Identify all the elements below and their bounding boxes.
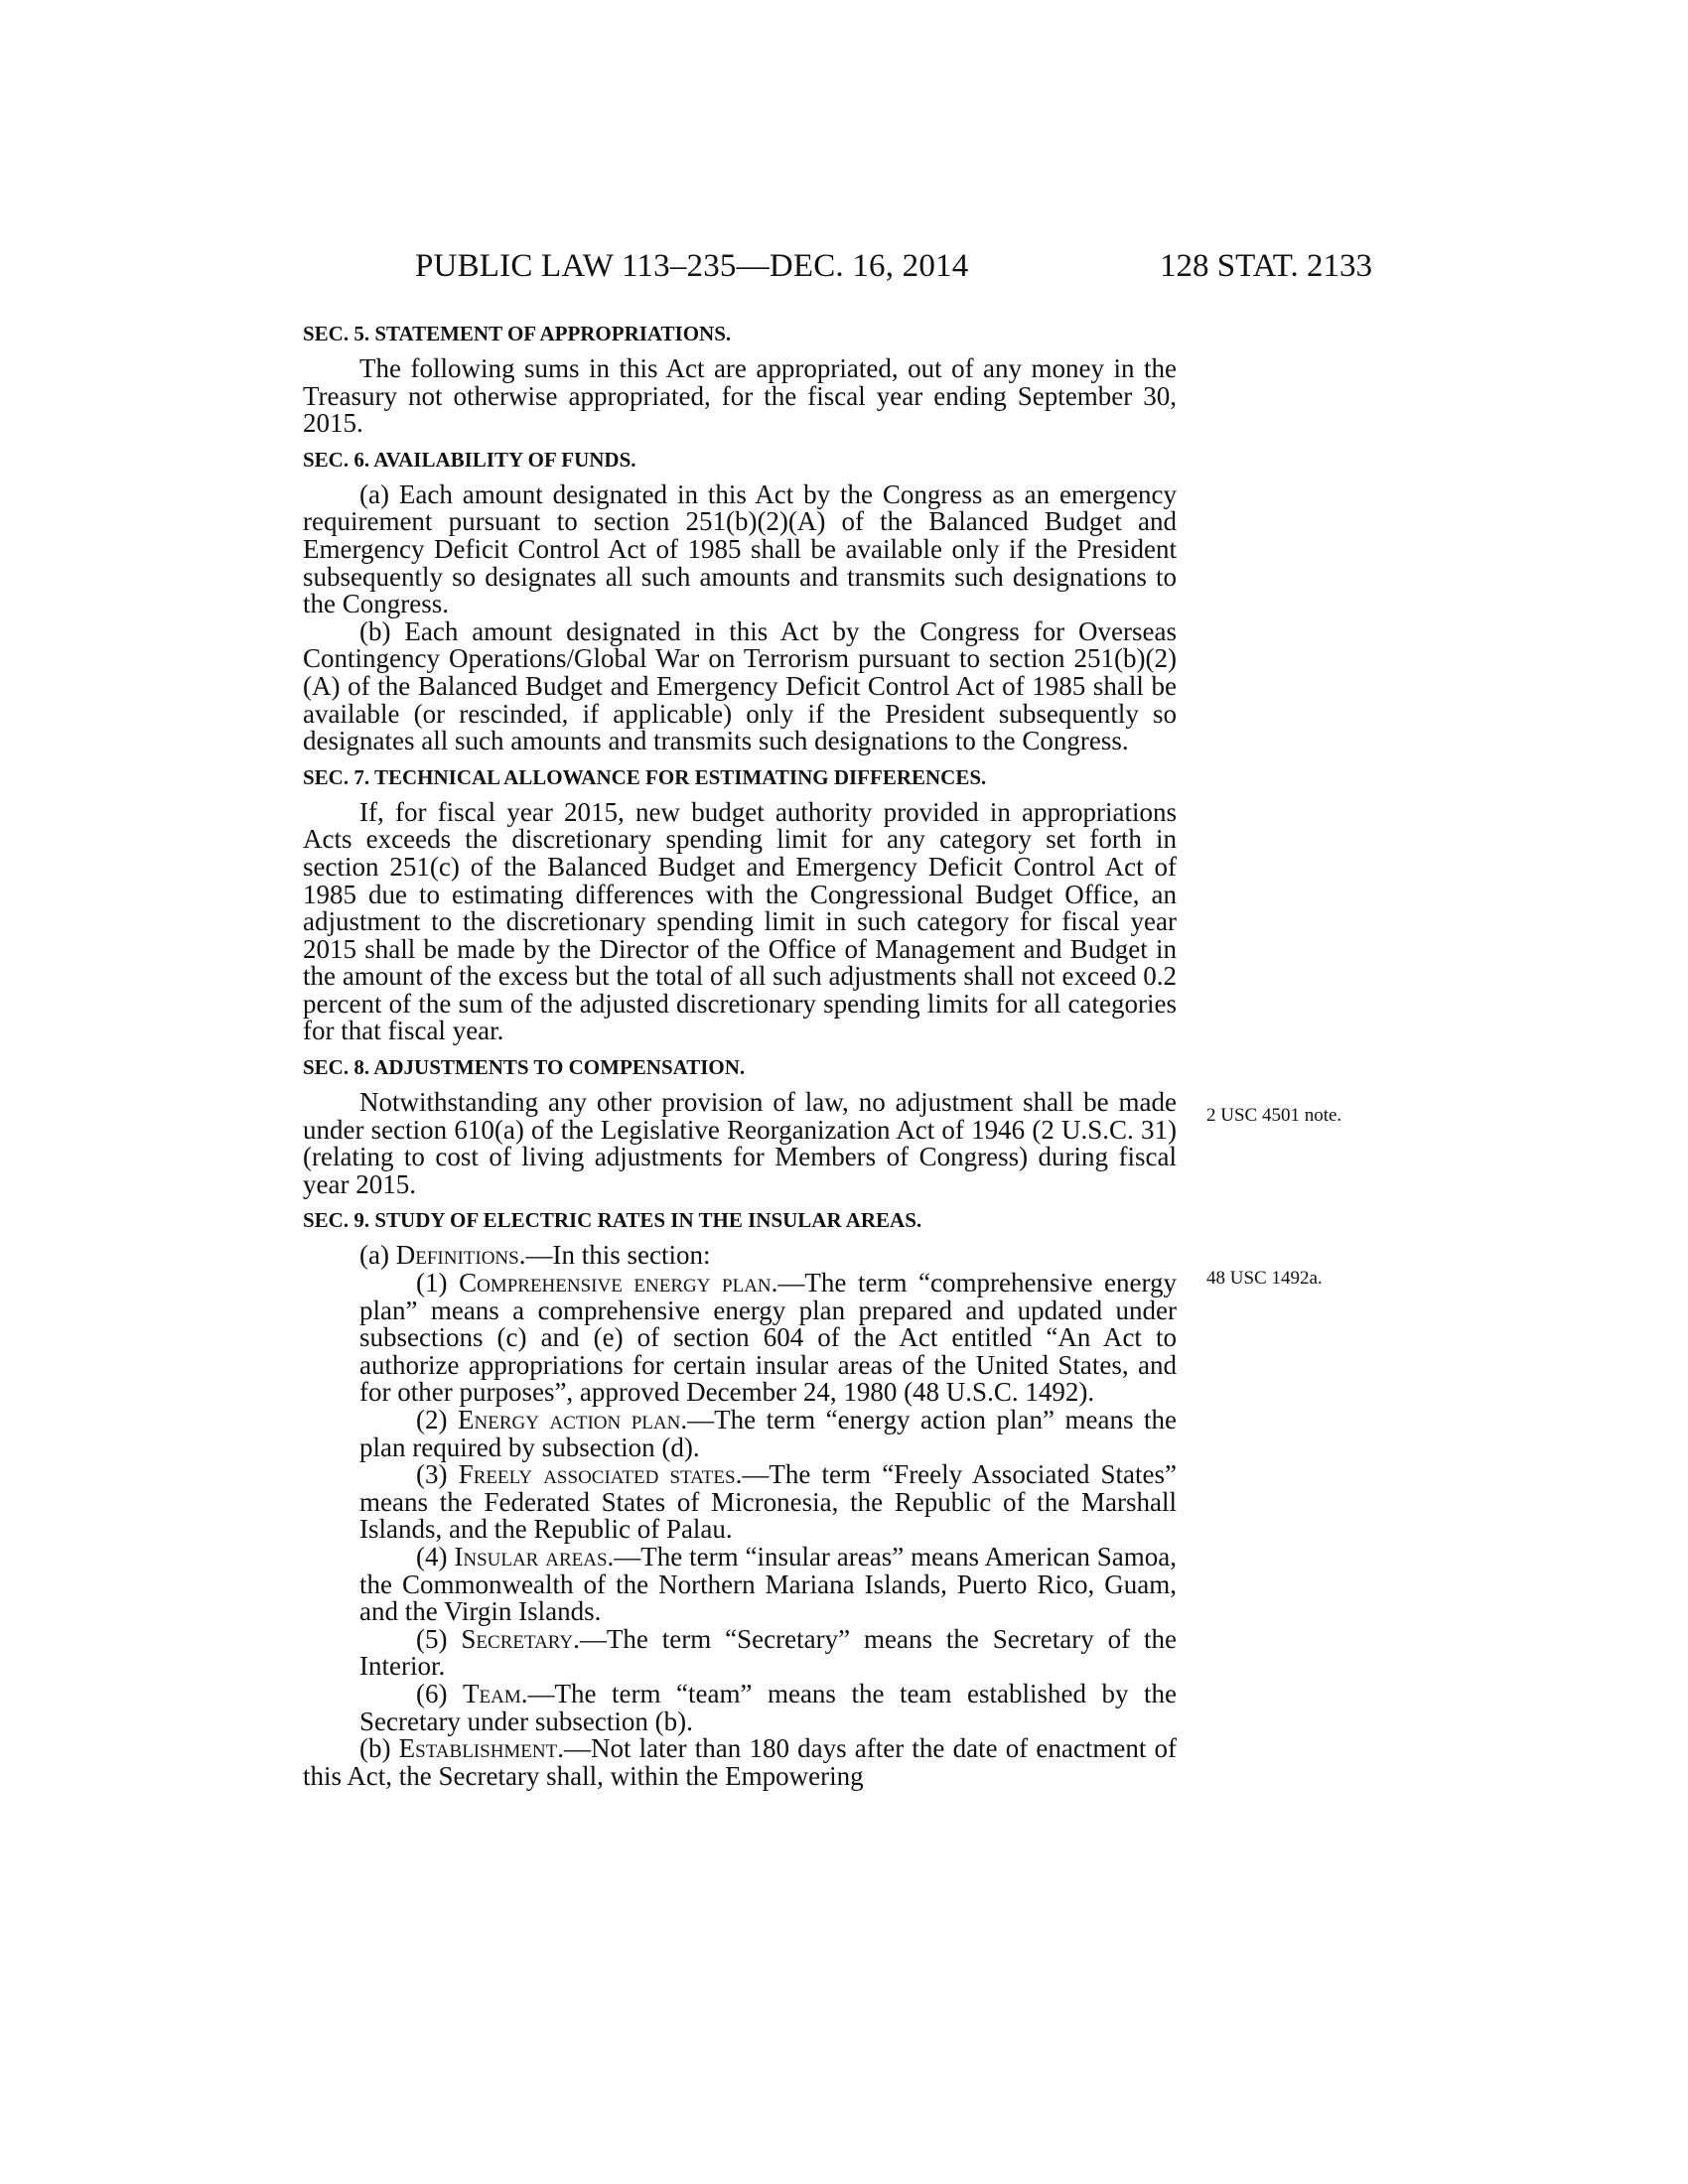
subsection-a-text: .—In this section: bbox=[518, 1240, 711, 1271]
definition-text: .—The term “insular areas” means American Samoa, the Commonwealth of the Northern Mariana Islands, Puerto Rico, Guam, and the Virgin Islands. bbox=[359, 1541, 1177, 1627]
sec7-text: If, for fiscal year 2015, new budget authority provided in appropriations Acts exceeds the discretionary spending limit for any category set forth in section 251(c) of the Balanced Budget and Emergency Deficit Control Act of 1985 due to estimating differences with the Congressional Budget Office, an adjustment to the discretionary spending limit in such category for fiscal year 2015 shall be made by the Director of the Office of Management and Budget in the amount of the excess but the total of all such adjustments shall not exceed 0.2 percent of the sum of the adjusted discretionary spending limits for all categories for that fiscal year. bbox=[303, 796, 1177, 1046]
sec9-subsection-b bbox=[303, 1735, 1177, 1790]
definition-term: Freely associated states bbox=[458, 1459, 736, 1490]
margin-note-sec9: 48 USC 1492a. bbox=[1206, 1268, 1323, 1289]
subsection-a-label: (a) bbox=[359, 1240, 396, 1271]
sec5-text: The following sums in this Act are appropriated, out of any money in the Treasury not otherwise appropriated, for the fiscal year ending September 30, 2015. bbox=[303, 353, 1177, 439]
sec9-heading: SEC. 9. STUDY OF ELECTRIC RATES IN THE INSULAR AREAS. bbox=[303, 1208, 922, 1233]
definition-number: (2) bbox=[416, 1405, 458, 1434]
definition-number: (5) bbox=[416, 1623, 462, 1654]
definition-number: (4) bbox=[416, 1541, 455, 1571]
definition-number: (1) bbox=[416, 1268, 460, 1298]
sec8-heading: SEC. 8. ADJUSTMENTS TO COMPENSATION. bbox=[303, 1055, 746, 1080]
definition-6 bbox=[303, 1678, 1177, 1736]
statute-page-number: 128 STAT. 2133 bbox=[1159, 248, 1372, 284]
definition-term: Insular areas bbox=[454, 1541, 608, 1571]
definition-term: Team bbox=[463, 1678, 521, 1708]
margin-note-sec8: 2 USC 4501 note. bbox=[1206, 1105, 1342, 1126]
definition-text: .—The term “Freely Associated States” means the Federated States of Micronesia, the Republic of the Marshall Islands, and the Republic of Palau. bbox=[359, 1459, 1178, 1545]
subsection-b-caption: Establishment bbox=[398, 1733, 558, 1764]
definition-term: Comprehensive energy plan bbox=[459, 1268, 772, 1298]
subsection-b-label: (b) bbox=[359, 1733, 399, 1764]
definition-text: .—The term “team” means the team established by the Secretary under subsection (b). bbox=[359, 1678, 1177, 1736]
definition-term: Energy action plan bbox=[458, 1405, 681, 1434]
sec6-para-a: (a) Each amount designated in this Act by the Congress as an emergency requirement pursuant to section 251(b)(2)(A) of the Balanced Budget and Emergency Deficit Control Act of 1985 shall be available only if the President subsequently so designates all such amounts and transmits such designations to the Congress. bbox=[303, 478, 1177, 619]
sec9-subsection-a bbox=[303, 1242, 1177, 1270]
sec6-para-b: (b) Each amount designated in this Act by the Congress for Overseas Contingency Operations/Global War on Terrorism pursuant to section 251(b)(2)(A) of the Balanced Budget and Emergency Deficit Control Act of 1985 shall be available (or rescinded, if applicable) only if the President subsequently so designates all such amounts and transmits such designations to the Congress. bbox=[303, 615, 1177, 756]
sec7-heading: SEC. 7. TECHNICAL ALLOWANCE FOR ESTIMATING DIFFERENCES. bbox=[303, 764, 987, 789]
definition-1 bbox=[303, 1270, 1177, 1407]
definition-3 bbox=[303, 1461, 1177, 1544]
running-header-title: PUBLIC LAW 113–235—DEC. 16, 2014 bbox=[415, 248, 969, 284]
definition-text: .—The term “Secretary” means the Secretary of the Interior. bbox=[359, 1623, 1178, 1682]
definition-number: (3) bbox=[416, 1459, 459, 1490]
definition-text: .—The term “energy action plan” means the plan required by subsection (d). bbox=[359, 1405, 1178, 1462]
definition-4 bbox=[303, 1541, 1177, 1627]
definition-number: (6) bbox=[416, 1678, 464, 1708]
sec5-heading: SEC. 5. STATEMENT OF APPROPRIATIONS. bbox=[303, 322, 732, 345]
sec6-heading: SEC. 6. AVAILABILITY OF FUNDS. bbox=[303, 447, 636, 472]
sec8-text: Notwithstanding any other provision of law, no adjustment shall be made under section 610(a) of the Legislative Reorganization Act of 1946 (2 U.S.C. 31) (relating to cost of living adjustments for Members of Congress) during fiscal year 2015. bbox=[303, 1087, 1177, 1199]
definition-2 bbox=[303, 1407, 1177, 1461]
definition-term: Secretary bbox=[461, 1623, 574, 1654]
subsection-b-text: .—Not later than 180 days after the date of enactment of this Act, the Secretary shall, within the Empowering bbox=[303, 1733, 1177, 1791]
subsection-a-caption: Definitions bbox=[395, 1240, 519, 1271]
document-body bbox=[303, 320, 1177, 1790]
definition-text: .—The term “comprehensive energy plan” means a comprehensive energy plan prepared and updated under subsections (c) and (e) of section 604 of the Act entitled “An Act to authorize appropriations for certain insular areas of the United States, and for other purposes”, approved December 24, 1980 (48 U.S.C. 1492). bbox=[359, 1268, 1178, 1408]
definition-5 bbox=[303, 1623, 1178, 1682]
